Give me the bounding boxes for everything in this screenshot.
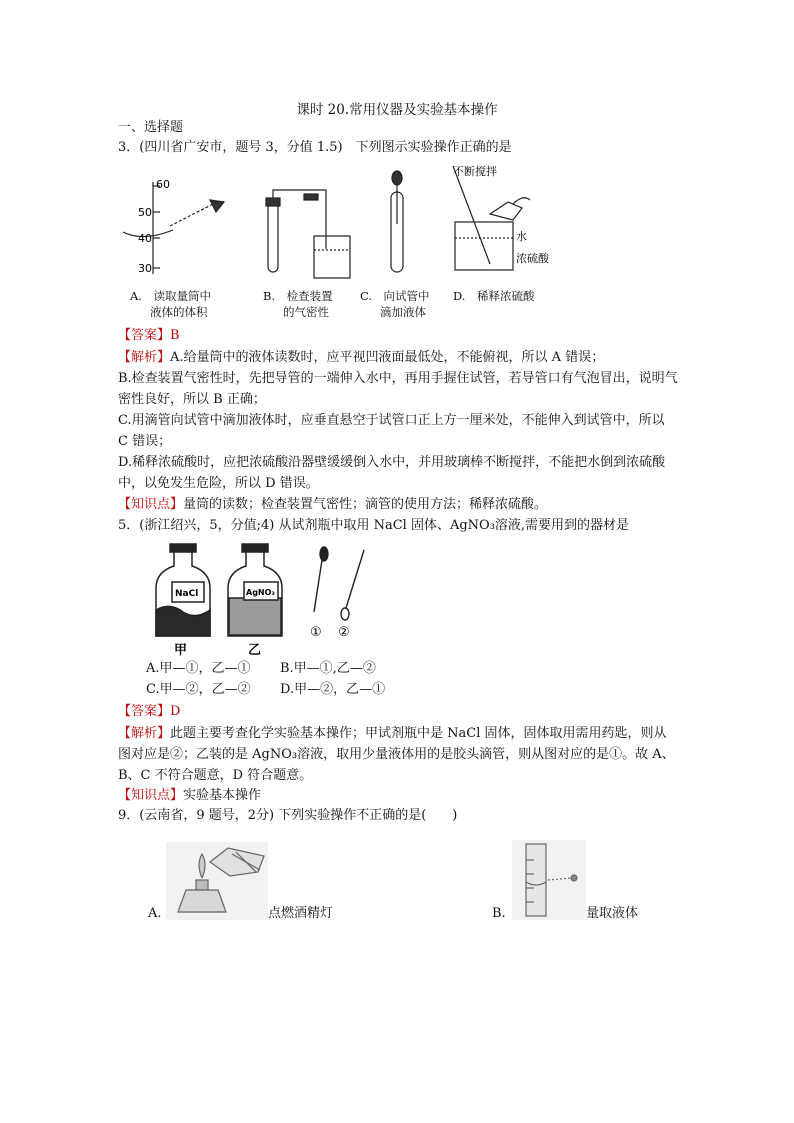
q5-figure xyxy=(150,540,380,658)
label-agno3: AgNO₃ xyxy=(246,588,275,597)
q9-stem: 9．(云南省，9 题号，2分) 下列实验操作不正确的是( ) xyxy=(118,808,458,823)
label-2: ② xyxy=(338,625,350,640)
q3-fig-c-dropper xyxy=(391,171,403,272)
page-title: 课时 20.常用仪器及实验基本操作 xyxy=(296,102,498,118)
q3-caption-c: C. 向试管中 滴加液体 xyxy=(360,289,430,319)
q3-fig-a-cylinder xyxy=(123,182,224,274)
q5-option-c: C.甲—②，乙—② xyxy=(146,682,251,697)
label-yi: 乙 xyxy=(248,643,262,658)
q9-image-b xyxy=(512,840,586,920)
q3-caption-b: B. 检查装置 的气密性 xyxy=(263,289,333,319)
q9-option-b-text: 量取液体 xyxy=(586,906,639,921)
q3-stem: 3．(四川省广安市，题号 3，分值 1.5) 下列图示实验操作正确的是 xyxy=(118,140,512,155)
q9-option-a-text: 点燃酒精灯 xyxy=(268,906,334,921)
q3-fig-b-apparatus xyxy=(266,190,350,278)
section-heading: 一、选择题 xyxy=(118,120,184,135)
q5-analysis: 【解析】此题主要考查化学实验基本操作；甲试剂瓶中是 NaCl 固体，固体取用需用药匙，则从图对应是②；乙装的是 AgNO₃溶液，取用少量液体用的是胶头滴管，则从图对应的是①。故 A、B、C 不符合题意，D 符合题意。 xyxy=(118,726,675,783)
tick-40: 40 xyxy=(138,232,152,245)
tick-50: 50 xyxy=(138,206,152,219)
label-jia: 甲 xyxy=(174,643,188,658)
alcohol-lamp-illustration xyxy=(166,842,268,920)
dropper-1 xyxy=(314,547,328,612)
q9-option-b-letter: B. xyxy=(492,906,506,921)
q5-option-b: B.甲—①,乙—② xyxy=(280,661,376,676)
label-acid: 浓硫酸 xyxy=(516,252,549,265)
tick-60: 60 xyxy=(156,178,170,191)
q3-caption-a: A. 读取量筒中 液体的体积 xyxy=(130,289,211,319)
q5-option-d: D.甲—②，乙—① xyxy=(280,682,386,697)
label-nacl: NaCl xyxy=(175,589,199,599)
spatula-2 xyxy=(341,550,364,620)
q5-answer: 【答案】D xyxy=(118,704,181,719)
q3-knowledge: 【知识点】量筒的读数；检查装置气密性；滴管的使用方法；稀释浓硫酸。 xyxy=(118,497,548,512)
q5-option-a: A.甲—①，乙—① xyxy=(146,661,251,676)
q5-stem: 5．(浙江绍兴，5，分值;4) 从试剂瓶中取用 NaCl 固体、AgNO₃溶液,需要用到的器材是 xyxy=(118,518,630,533)
measuring-cylinder-illustration xyxy=(512,840,586,920)
q3-caption-d: D. 稀释浓硫酸 xyxy=(453,289,535,303)
q9-option-a-letter: A. xyxy=(148,906,162,921)
label-1: ① xyxy=(310,625,322,640)
label-water: 水 xyxy=(516,230,527,243)
q9-image-a xyxy=(166,842,268,920)
q5-knowledge: 【知识点】实验基本操作 xyxy=(118,788,262,803)
q3-analysis: 【解析】A.给量筒中的液体读数时，应平视凹液面最低处，不能俯视，所以 A 错误； B.检查装置气密性时，先把导管的一端伸入水中，再用手握住试管，若导管口有气泡冒出，说明气密性良好，所以 B 正确； C.用滴管向试管中滴加液体时，应垂直悬空于试管口正上方一厘米处，不能伸入到试管中，所以 C 错误； D.稀释浓硫酸时，应把浓硫酸沿器壁缓缓倒入水中，并用玻璃棒不断搅拌，不能把水倒到浓硫酸中，以免发生危险，所以 D 错误。 xyxy=(118,350,678,491)
tick-30: 30 xyxy=(138,262,152,275)
label-stir: 不断搅拌 xyxy=(453,165,497,178)
q3-answer: 【答案】B xyxy=(118,328,180,343)
